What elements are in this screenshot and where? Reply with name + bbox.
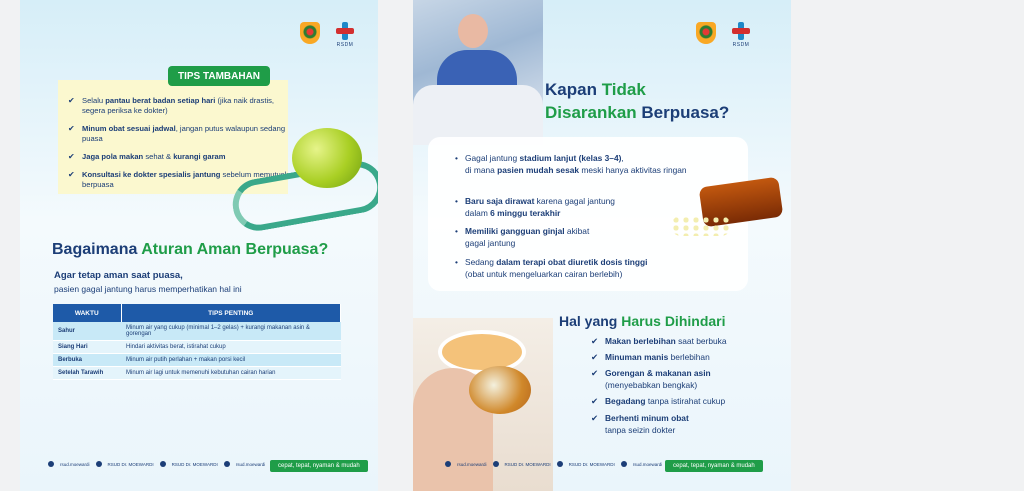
logo-group — [300, 22, 354, 48]
check-icon: ✔ — [591, 336, 599, 346]
footer-social — [48, 461, 265, 467]
social-handle[interactable]: RSUD Dr. MOEWARDI — [504, 461, 551, 467]
condition-item: • Sedang dalam terapi obat diuretik dosis tinggi (obat untuk mengeluarkan cairan berlebih) — [455, 257, 705, 280]
instagram-icon — [445, 461, 451, 467]
avoid-item: ✔ Begadang tanpa istirahat cukup — [591, 396, 726, 406]
youtube-icon — [160, 461, 166, 467]
fasting-tips-table — [53, 304, 341, 380]
rsdm-logo — [336, 22, 354, 48]
tip-item: ✔ Selalu pantau berat badan setiap hari (jika naik drastis, segera periksa ke dokter) — [68, 96, 275, 115]
table-cell: Hindari aktivitas berat, istirahat cukup — [121, 341, 341, 354]
social-handle[interactable]: rsud.moewardi — [60, 461, 90, 467]
green-apple-image — [292, 128, 362, 188]
rsdm-logo — [732, 22, 750, 48]
check-icon: ✔ — [591, 413, 599, 423]
hospital-cross-icon — [732, 22, 750, 40]
left-poster — [20, 0, 378, 491]
table-cell: Berbuka — [53, 354, 121, 367]
check-icon: ✔ — [68, 170, 75, 179]
social-handle[interactable]: RSUD Dr. MOEWARDI — [107, 461, 154, 467]
table-cell: Minum air yang cukup (minimal 1–2 gelas) + kurangi makanan asin & gorengan — [121, 322, 341, 341]
section-heading: Kapan Tidak Disarankan Berpuasa? — [545, 80, 730, 122]
avoid-heading: Hal yang Harus Dihindari — [559, 313, 726, 329]
tips-title: TIPS TAMBAHAN — [168, 66, 270, 86]
check-icon: ✔ — [68, 152, 75, 161]
social-handle[interactable]: rsud.moewardi — [632, 461, 663, 467]
facebook-icon — [96, 461, 102, 467]
province-crest-icon — [696, 22, 716, 44]
footer-social — [445, 461, 662, 467]
table-cell: Minum air lagi untuk memenuhi kebutuhan cairan harian — [121, 367, 341, 380]
table-cell: Sahur — [53, 322, 121, 341]
right-poster — [413, 0, 791, 491]
tip-item: ✔ Minum obat sesuai jadwal, jangan putus walaupun sedang puasa — [68, 124, 286, 143]
social-handle[interactable]: rsud.moewardi — [457, 461, 487, 467]
table-cell: Minum air putih perlahan + makan porsi kecil — [121, 354, 341, 367]
youtube-icon — [557, 461, 563, 467]
hospital-cross-icon — [336, 22, 354, 40]
table-cell: Setelah Tarawih — [53, 367, 121, 380]
rsdm-logo-text: RSDM — [336, 42, 354, 48]
fried-food — [469, 366, 531, 414]
rsdm-logo-text: RSDM — [732, 42, 750, 48]
patient-photo — [413, 0, 543, 145]
social-handle[interactable]: RSUD Dr. MOEWARDI — [568, 461, 615, 467]
avoid-item: ✔ Gorengan & makanan asin (menyebabkan bengkak) — [591, 368, 711, 390]
table-header: TIPS PENTING — [121, 304, 341, 322]
check-icon: ✔ — [591, 368, 599, 378]
table-row — [53, 367, 341, 380]
condition-item: • Gagal jantung stadium lanjut (kelas 3–4), di mana pasien mudah sesak meski hanya aktivitas ringan — [455, 153, 705, 176]
table-row — [53, 354, 341, 367]
social-handle[interactable]: rsud.moewardi — [235, 461, 266, 467]
check-icon: ✔ — [591, 396, 599, 406]
table-header: WAKTU — [53, 304, 121, 322]
instagram-icon — [48, 461, 54, 467]
patient-head — [458, 14, 488, 48]
section-heading: Bagaimana Aturan Aman Berpuasa? — [52, 241, 329, 258]
avoid-item: ✔ Minuman manis berlebihan — [591, 352, 710, 362]
tiktok-icon — [621, 461, 627, 467]
section-subtitle-2: pasien gagal jantung harus memperhatikan hal ini — [54, 284, 242, 294]
avoid-item: ✔ Berhenti minum obat tanpa seizin dokter — [591, 413, 689, 435]
check-icon: ✔ — [68, 96, 75, 105]
tiktok-icon — [224, 461, 230, 467]
facebook-icon — [493, 461, 499, 467]
section-subtitle: Agar tetap aman saat puasa, — [54, 270, 183, 281]
social-handle[interactable]: RSUD Dr. MOEWARDI — [171, 461, 218, 467]
condition-item: • Memiliki gangguan ginjal akibat gagal jantung — [455, 226, 705, 249]
table-row — [53, 322, 341, 341]
table-cell: Siang Hari — [53, 341, 121, 354]
logo-group — [696, 22, 750, 48]
blanket — [413, 85, 543, 145]
check-icon: ✔ — [591, 352, 599, 362]
tip-item: ✔ Jaga pola makan sehat & kurangi garam — [68, 152, 226, 161]
footer-tagline: cepat, tepat, nyaman & mudah — [270, 460, 368, 472]
tip-item: ✔ Konsultasi ke dokter spesialis jantung sebelum memutuskan berpuasa — [68, 170, 297, 189]
table-row — [53, 341, 341, 354]
avoid-item: ✔ Makan berlebihan saat berbuka — [591, 336, 727, 346]
footer-tagline: cepat, tepat, nyaman & mudah — [665, 460, 763, 472]
check-icon: ✔ — [68, 124, 75, 133]
condition-item: • Baru saja dirawat karena gagal jantung dalam 6 minggu terakhir — [455, 196, 705, 219]
province-crest-icon — [300, 22, 320, 44]
